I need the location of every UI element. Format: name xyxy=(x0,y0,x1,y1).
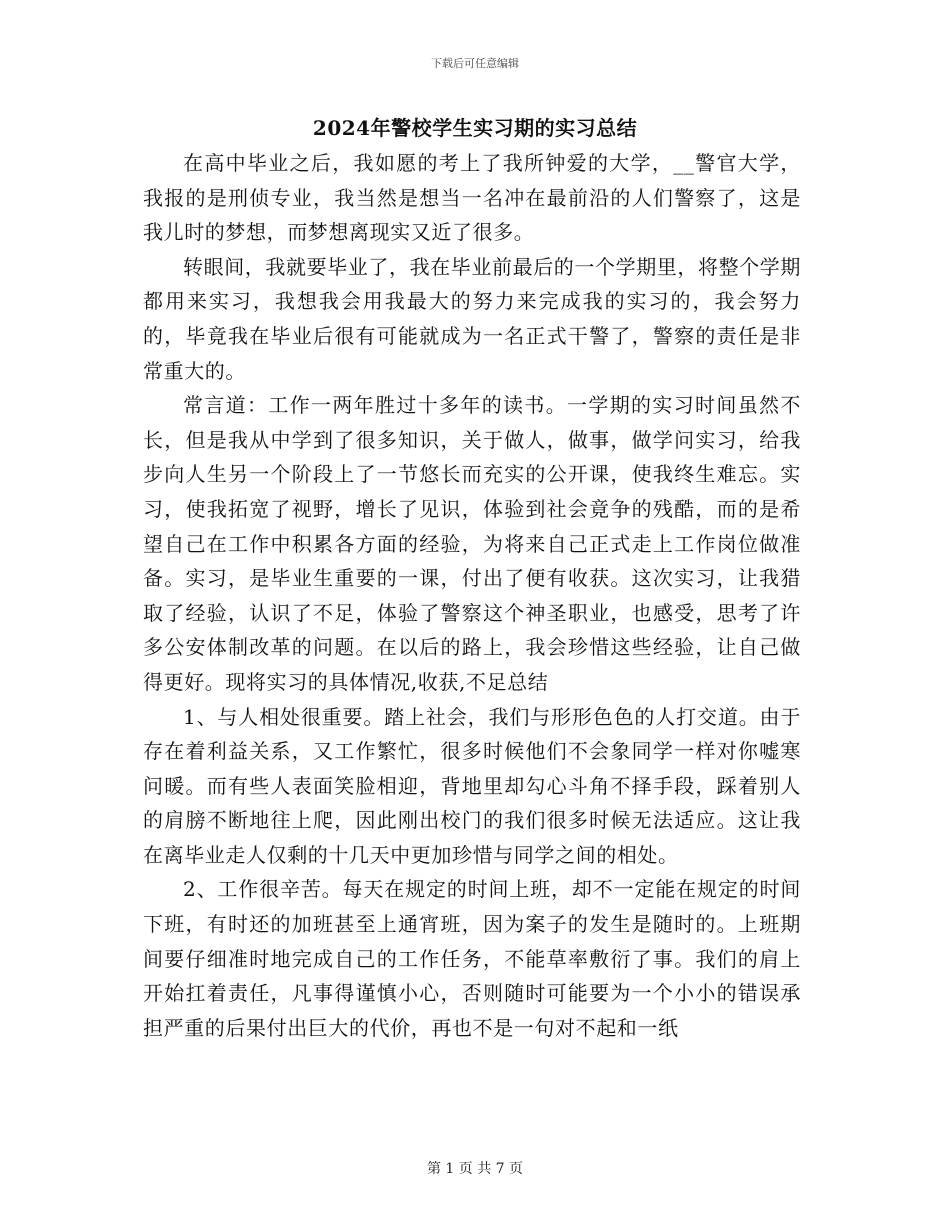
paragraph-intro: 在高中毕业之后，我如愿的考上了我所钟爱的大学，__警官大学，我报的是刑侦专业，我当然是想当一名冲在最前沿的人们警察了，这是我儿时的梦想，而梦想离现实又近了很多。 xyxy=(143,151,801,245)
paragraph-point-1: 1、与人相处很重要。踏上社会，我们与形形色色的人打交道。由于存在着利益关系，又工作繁忙，很多时候他们不会象同学一样对你嘘寒问暖。而有些人表面笑脸相迎，背地里却勾心斗角不择手段，踩着别人的肩膀不断地往上爬，因此刚出校门的我们很多时候无法适应。这让我在离毕业走人仅剩的十几天中更加珍惜与同学之间的相处。 xyxy=(143,704,801,867)
paragraph-graduation: 转眼间，我就要毕业了，我在毕业前最后的一个学期里，将整个学期都用来实习，我想我会用我最大的努力来完成我的实习的，我会努力的，毕竟我在毕业后很有可能就成为一名正式干警了，警察的责任是非常重大的。 xyxy=(143,254,801,383)
header-note: 下载后可任意编辑 xyxy=(431,57,519,70)
document-title: 2024年警校学生实习期的实习总结 xyxy=(312,116,638,140)
paragraph-point-2: 2、工作很辛苦。每天在规定的时间上班，却不一定能在规定的时间下班，有时还的加班甚至上通宵班，因为案子的发生是随时的。上班期间要仔细准时地完成自己的工作任务，不能草率敷衍了事。我们的肩上开始扛着责任，凡事得谨慎小心，否则随时可能要为一个小小的错误承担严重的后果付出巨大的代价，再也不是一句对不起和一纸 xyxy=(143,877,801,1040)
document-body xyxy=(143,146,801,1045)
paragraph-internship-summary: 常言道：工作一两年胜过十多年的读书。一学期的实习时间虽然不长，但是我从中学到了很多知识，关于做人，做事，做学问实习，给我步向人生另一个阶段上了一节悠长而充实的公开课，使我终生难忘。实习，使我拓宽了视野，增长了见识，体验到社会竟争的残酷，而的是希望自己在工作中积累各方面的经验，为将来自己正式走上工作岗位做准备。实习，是毕业生重要的一课，付出了便有收获。这次实习，让我猎取了经验，认识了不足，体验了警察这个神圣职业，也感受，思考了许多公安体制改革的问题。在以后的路上，我会珍惜这些经验，让自己做得更好。现将实习的具体情况,收获,不足总结 xyxy=(143,393,801,694)
page-number: 第 1 页 共 7 页 xyxy=(426,1161,524,1177)
